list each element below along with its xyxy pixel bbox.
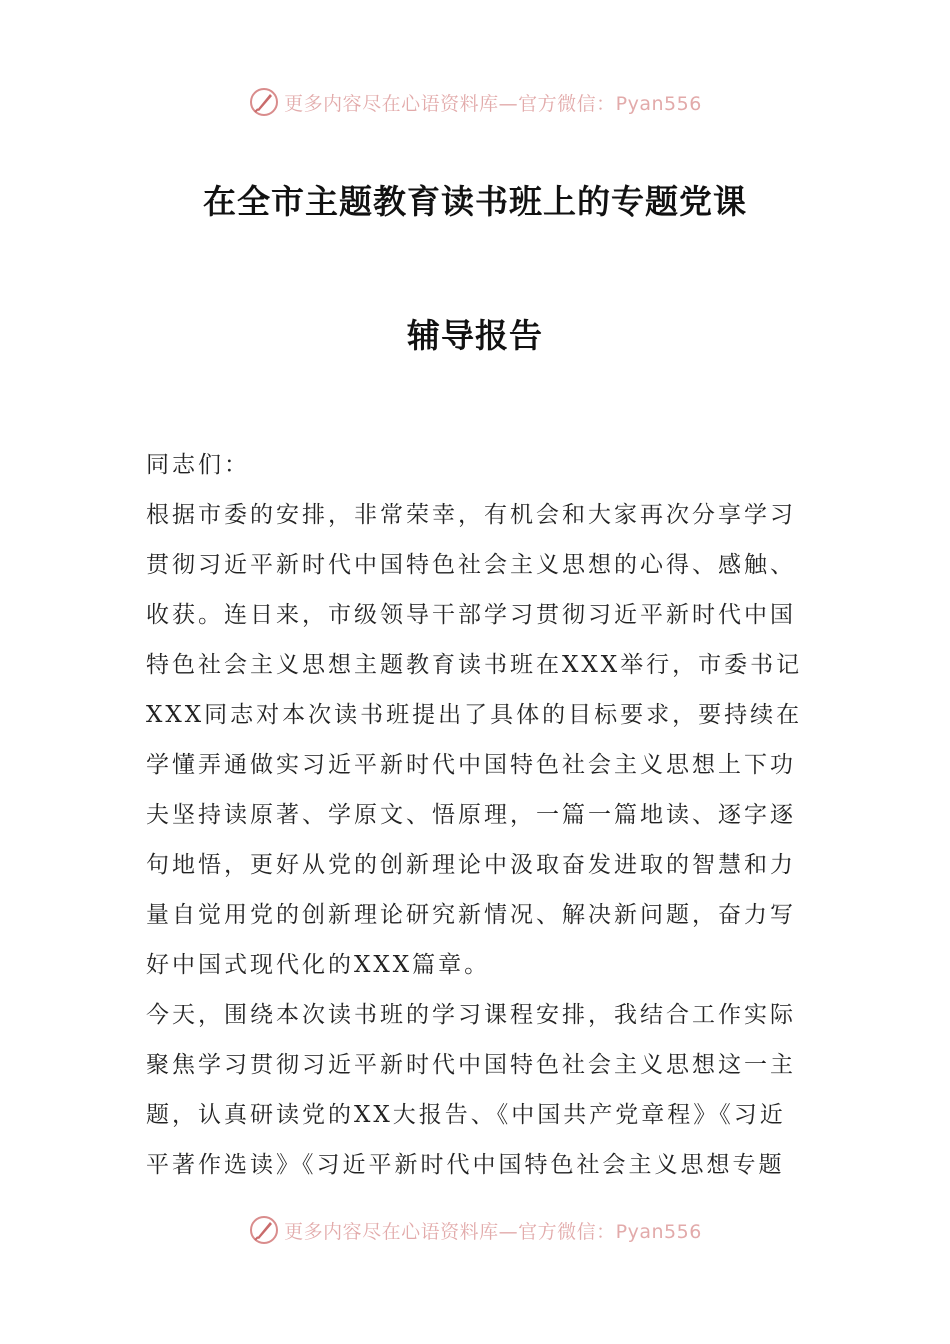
greeting (146, 440, 806, 490)
paragraph-1 (146, 490, 806, 990)
paragraph-1-text: 根据市委的安排，非常荣幸，有机会和大家再次分享学习贯彻习近平新时代中国特色社会主义思想的心得、感触、收获。连日来，市级领导干部学习贯彻习近平新时代中国特色社会主义思想主题教育读书班在XXX举行，市委书记XXX同志对本次读书班提出了具体的目标要求，要持续在学懂弄通做实习近平新时代中国特色社会主义思想上下功夫坚持读原著、学原文、悟原理，一篇一篇地读、逐字逐句地悟，更好从党的创新理论中汲取奋发进取的智慧和力量自觉用党的创新理论研究新情况、解决新问题，奋力写好中国式现代化的XXX篇章。 (146, 502, 803, 978)
document-title: 在全市主题教育读书班上的专题党课 (203, 182, 747, 221)
watermark-text: 更多内容尽在心语资料库—官方微信：Pyan556 (284, 92, 702, 115)
footer-watermark (0, 1210, 950, 1250)
paragraph-2 (146, 990, 806, 1190)
paragraph-2-text: 今天，围绕本次读书班的学习课程安排，我结合工作实际聚焦学习贯彻习近平新时代中国特色社会主义思想这一主题，认真研读党的XX大报告、《中国共产党章程》《习近平著作选读》《习近平新时代中国特色社会主义思想专题 (146, 1002, 796, 1178)
watermark-text: 更多内容尽在心语资料库—官方微信：Pyan556 (284, 1220, 702, 1243)
greeting-text: 同志们： (146, 452, 250, 478)
header-watermark (0, 82, 950, 122)
quill-logo-icon (248, 1214, 280, 1246)
quill-logo-icon (248, 86, 280, 118)
document-subtitle: 辅导报告 (407, 316, 543, 355)
